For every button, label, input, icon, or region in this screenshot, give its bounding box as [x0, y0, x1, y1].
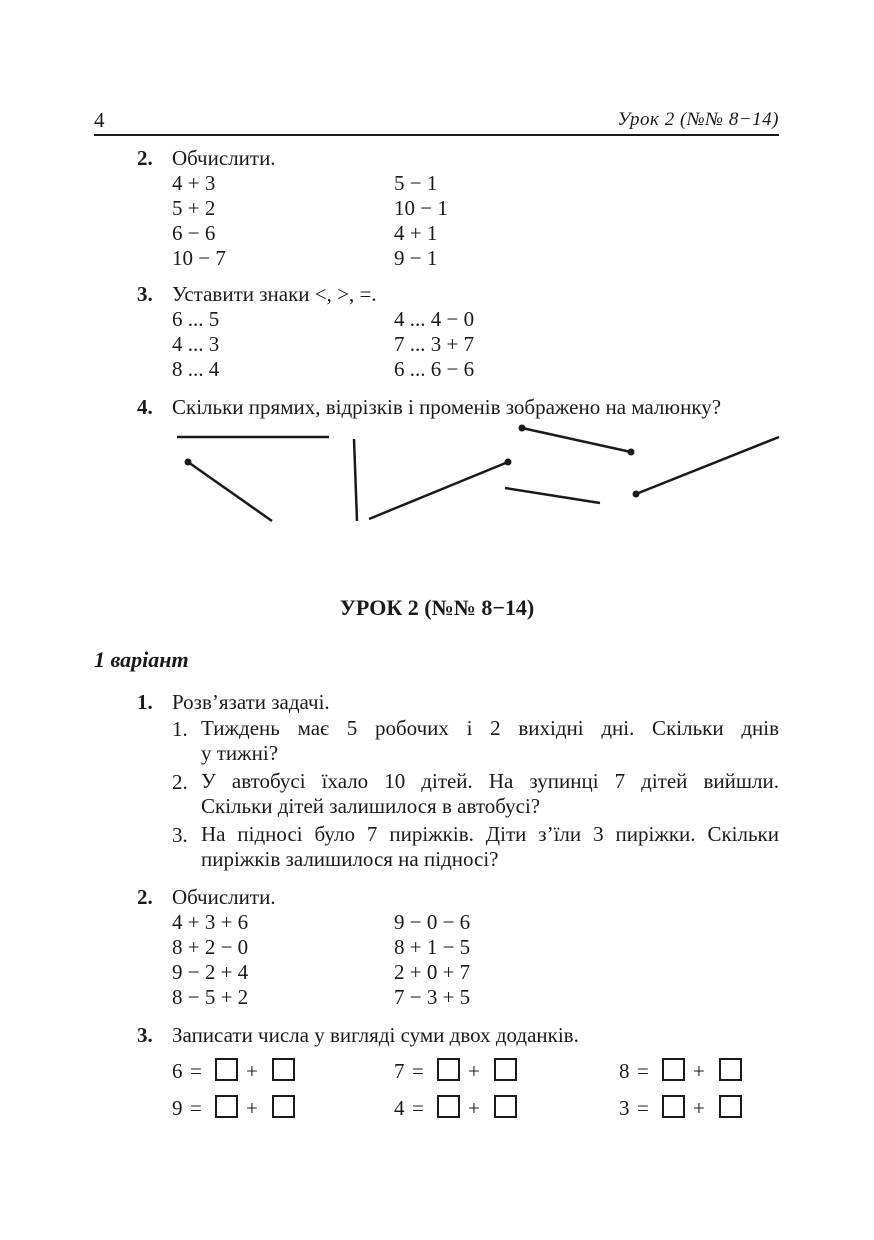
problem-line: Скільки дітей залишилося в автобусі? — [201, 794, 541, 818]
lesson-title: УРОК 2 (№№ 8−14) — [339, 595, 535, 620]
ray-2-endpoint — [505, 459, 512, 466]
expression: 6 − 6 — [172, 221, 216, 245]
equals-sign: = — [637, 1096, 649, 1120]
answer-box[interactable] — [719, 1095, 742, 1118]
problem-line: У автобусі їхало 10 дітей. На зупинці 7 дітей вийшли. — [201, 769, 779, 793]
problem-line: пиріжків залишилося на підносі? — [201, 847, 499, 871]
ray-1-endpoint — [185, 459, 192, 466]
problem-number: 1. — [172, 717, 188, 741]
plus-sign: + — [693, 1059, 705, 1083]
answer-box[interactable] — [662, 1095, 685, 1118]
segment-1-endpoint-b — [628, 449, 635, 456]
answer-box[interactable] — [215, 1058, 238, 1081]
problem-line: На підносі було 7 пиріжків. Діти з’їли 3 пиріжки. Скільки — [201, 822, 779, 846]
task1-number: 1. — [137, 690, 153, 714]
task3-top-number: 3. — [137, 282, 153, 306]
plus-sign: + — [468, 1059, 480, 1083]
expression: 5 + 2 — [172, 196, 216, 220]
sum-target: 8 — [619, 1059, 630, 1083]
sum-target: 6 — [172, 1059, 183, 1083]
sum-target: 4 — [394, 1096, 405, 1120]
task3-number: 3. — [137, 1023, 153, 1047]
answer-box[interactable] — [662, 1058, 685, 1081]
line-3 — [505, 488, 600, 503]
problem-line: Тиждень має 5 робочих і 2 вихідні дні. Скільки днів — [201, 716, 779, 740]
expression: 9 − 2 + 4 — [172, 960, 249, 984]
page-number: 4 — [94, 108, 105, 132]
plus-sign: + — [246, 1059, 258, 1083]
task2-number: 2. — [137, 885, 153, 909]
equals-sign: = — [412, 1096, 424, 1120]
plus-sign: + — [693, 1096, 705, 1120]
expression: 4 + 3 — [172, 171, 216, 195]
expression: 8 − 5 + 2 — [172, 985, 249, 1009]
lines-figure — [0, 0, 874, 560]
expression: 5 − 1 — [394, 171, 438, 195]
answer-box[interactable] — [494, 1095, 517, 1118]
expression: 10 − 7 — [172, 246, 226, 270]
comparison: 6 ... 6 − 6 — [394, 357, 475, 381]
running-title: Урок 2 (№№ 8−14) — [617, 109, 779, 130]
plus-sign: + — [468, 1096, 480, 1120]
line-2 — [354, 439, 357, 521]
answer-box[interactable] — [494, 1058, 517, 1081]
task1-title: Розв’язати задачі. — [172, 690, 330, 714]
task3-top-title: Уставити знаки <, >, =. — [172, 282, 377, 306]
problem-text — [201, 822, 779, 872]
answer-box[interactable] — [437, 1058, 460, 1081]
expression: 7 − 3 + 5 — [394, 985, 471, 1009]
comparison: 7 ... 3 + 7 — [394, 332, 475, 356]
answer-box[interactable] — [719, 1058, 742, 1081]
expression: 9 − 0 − 6 — [394, 910, 471, 934]
comparison: 6 ... 5 — [172, 307, 220, 331]
variant-heading: 1 варіант — [94, 647, 189, 672]
comparison: 4 ... 4 − 0 — [394, 307, 475, 331]
task2-top-title: Обчислити. — [172, 146, 276, 170]
answer-box[interactable] — [215, 1095, 238, 1118]
ray-3 — [636, 437, 779, 494]
expression: 9 − 1 — [394, 246, 438, 270]
problem-number: 2. — [172, 770, 188, 794]
expression: 4 + 3 + 6 — [172, 910, 249, 934]
segment-1-endpoint-a — [519, 425, 526, 432]
sum-target: 3 — [619, 1096, 630, 1120]
plus-sign: + — [246, 1096, 258, 1120]
problem-number: 3. — [172, 823, 188, 847]
answer-box[interactable] — [272, 1095, 295, 1118]
problem-line: у тижні? — [201, 741, 279, 765]
comparison: 4 ... 3 — [172, 332, 220, 356]
equals-sign: = — [412, 1059, 424, 1083]
answer-box[interactable] — [272, 1058, 295, 1081]
expression: 8 + 2 − 0 — [172, 935, 249, 959]
expression: 10 − 1 — [394, 196, 448, 220]
expression: 4 + 1 — [394, 221, 438, 245]
equals-sign: = — [637, 1059, 649, 1083]
equals-sign: = — [190, 1059, 202, 1083]
sum-target: 9 — [172, 1096, 183, 1120]
sum-target: 7 — [394, 1059, 405, 1083]
answer-box[interactable] — [437, 1095, 460, 1118]
comparison: 8 ... 4 — [172, 357, 220, 381]
task4-top-title: Скільки прямих, відрізків і променів зображено на малюнку? — [172, 395, 722, 419]
equals-sign: = — [190, 1096, 202, 1120]
task4-top-number: 4. — [137, 395, 153, 419]
segment-1 — [522, 428, 631, 452]
expression: 2 + 0 + 7 — [394, 960, 471, 984]
ray-3-endpoint — [633, 491, 640, 498]
ray-2 — [369, 462, 508, 519]
task2-top-number: 2. — [137, 146, 153, 170]
expression: 8 + 1 − 5 — [394, 935, 471, 959]
problem-text — [201, 716, 779, 766]
problem-text — [201, 769, 779, 819]
ray-1 — [188, 462, 272, 521]
task3-title: Записати числа у вигляді суми двох доданків. — [172, 1023, 579, 1047]
task2-title: Обчислити. — [172, 885, 276, 909]
